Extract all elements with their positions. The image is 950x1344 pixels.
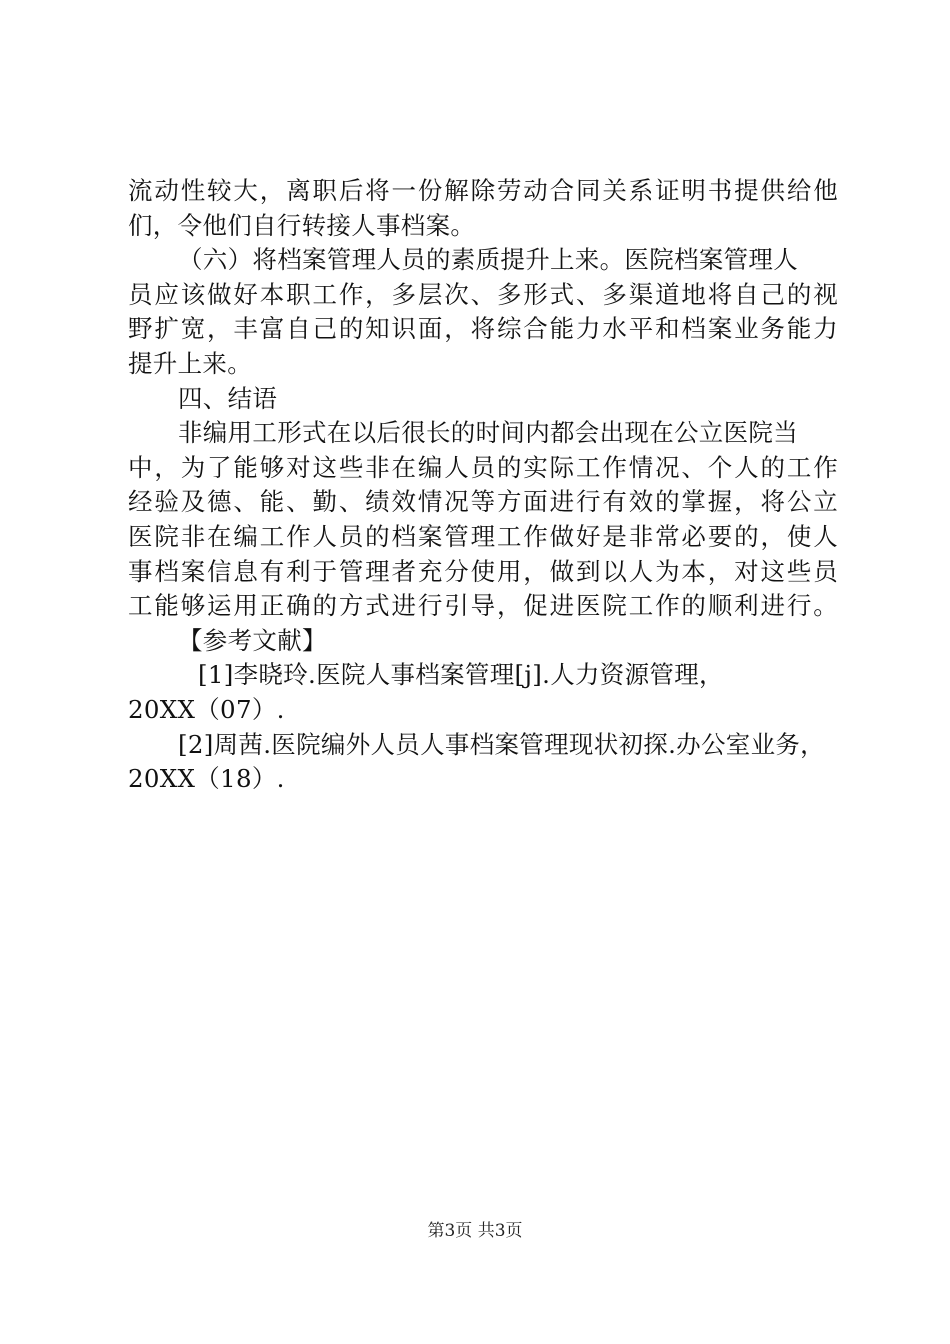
section-heading-conclusion: 四、结语 [178, 383, 278, 413]
paragraph-line: 非编用工形式在以后很长的时间内都会出现在公立医院当 [178, 418, 798, 448]
paragraph-line: 流动性较大，离职后将一份解除劳动合同关系证明书提供给他 [128, 176, 838, 205]
document-body [128, 174, 838, 797]
reference-item-2: [2]周茜.医院编外人员人事档案管理现状初探.办公室业务， [178, 729, 825, 759]
paragraph-line: 经验及德、能、勤、绩效情况等方面进行有效的掌握，将公立 [128, 487, 838, 517]
reference-item-2-cont: 20XX（18）. [128, 764, 285, 794]
paragraph-line: 医院非在编工作人员的档案管理工作做好是非常必要的，使人 [128, 521, 838, 551]
paragraph-line: 提升上来。 [128, 348, 252, 378]
page-footer: 第3页 共3页 [427, 1221, 523, 1241]
paragraph-line: 事档案信息有利于管理者充分使用，做到以人为本，对这些员 [128, 556, 838, 586]
section-heading-six: （六）将档案管理人员的素质提升上来。医院档案管理人 [178, 245, 798, 275]
references-heading: 【参考文献】 [178, 625, 327, 655]
paragraph-line: 野扩宽，丰富自己的知识面，将综合能力水平和档案业务能力 [128, 314, 838, 344]
reference-item-1-cont: 20XX（07）. [128, 694, 285, 724]
paragraph-line: 工能够运用正确的方式进行引导，促进医院工作的顺利进行。 [128, 591, 838, 621]
paragraph-line: 中，为了能够对这些非在编人员的实际工作情况、个人的工作 [128, 452, 838, 482]
reference-item-1: [1]李晓玲.医院人事档案管理[j].人力资源管理， [198, 660, 724, 690]
paragraph-line: 员应该做好本职工作，多层次、多形式、多渠道地将自己的视 [128, 279, 838, 309]
paragraph-line: 们，令他们自行转接人事档案。 [128, 210, 476, 240]
